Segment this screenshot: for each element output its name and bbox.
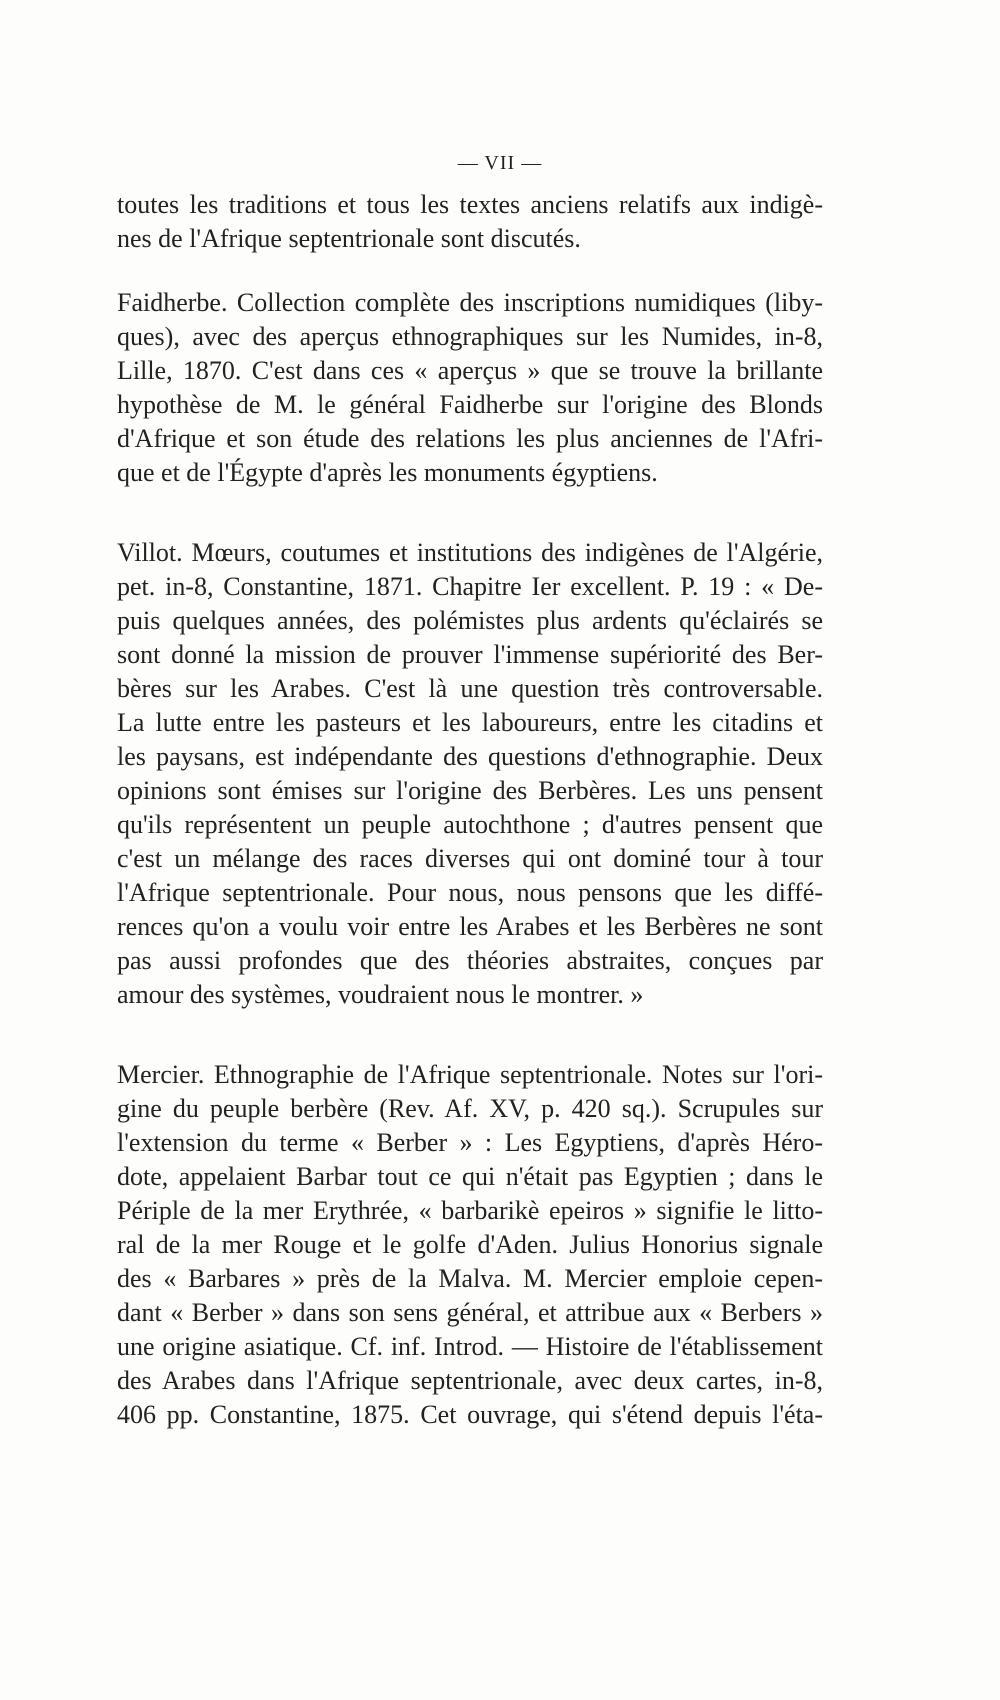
text-line: Périple de la mer Erythrée, « barbarikè epeiros » signifie le litto- xyxy=(117,1196,823,1225)
paragraph-villot xyxy=(117,536,823,1012)
text-line: opinions sont émises sur l'origine des Berbères. Les uns pensent xyxy=(117,776,823,805)
text-line: l'extension du terme « Berber » : Les Egyptiens, d'après Héro- xyxy=(117,1128,823,1157)
text-line: toutes les traditions et tous les textes anciens relatifs aux indigè- xyxy=(117,190,823,219)
text-line: des « Barbares » près de la Malva. M. Mercier emploie cepen- xyxy=(117,1264,823,1293)
text-line: hypothèse de M. le général Faidherbe sur l'origine des Blonds xyxy=(117,390,823,419)
text-line: qu'ils représentent un peuple autochthone ; d'autres pensent que xyxy=(117,810,823,839)
page-number: — VII — xyxy=(457,152,543,174)
text-line: nes de l'Afrique septentrionale sont discutés. xyxy=(117,224,581,253)
text-line: bères sur les Arabes. C'est là une question très controversable. xyxy=(117,674,823,703)
text-line: des Arabes dans l'Afrique septentrionale, avec deux cartes, in-8, xyxy=(117,1366,823,1395)
text-line: que et de l'Égypte d'après les monuments égyptiens. xyxy=(117,458,658,487)
text-line: Faidherbe. Collection complète des inscriptions numidiques (liby- xyxy=(117,288,823,317)
text-line: d'Afrique et son étude des relations les plus anciennes de l'Afri- xyxy=(117,424,823,453)
text-line: pet. in-8, Constantine, 1871. Chapitre Ier excellent. P. 19 : « De- xyxy=(117,572,823,601)
text-line: pas aussi profondes que des théories abstraites, conçues par xyxy=(117,946,823,975)
text-line: ral de la mer Rouge et le golfe d'Aden. Julius Honorius signale xyxy=(117,1230,823,1259)
text-line: une origine asiatique. Cf. inf. Introd. — Histoire de l'établissement xyxy=(117,1332,823,1361)
text-line: c'est un mélange des races diverses qui ont dominé tour à tour xyxy=(117,844,823,873)
text-line: dant « Berber » dans son sens général, et attribue aux « Berbers » xyxy=(117,1298,823,1327)
text-line: La lutte entre les pasteurs et les laboureurs, entre les citadins et xyxy=(117,708,823,737)
paragraph-faidherbe xyxy=(117,286,823,490)
text-line: amour des systèmes, voudraient nous le montrer. » xyxy=(117,980,644,1009)
text-line: ques), avec des aperçus ethnographiques sur les Numides, in-8, xyxy=(117,322,823,351)
text-line: Lille, 1870. C'est dans ces « aperçus » que se trouve la brillante xyxy=(117,356,823,385)
paragraph-mercier xyxy=(117,1058,823,1432)
text-line: les paysans, est indépendante des questions d'ethnographie. Deux xyxy=(117,742,823,771)
text-line: puis quelques années, des polémistes plus ardents qu'éclairés se xyxy=(117,606,823,635)
text-line: l'Afrique septentrionale. Pour nous, nous pensons que les diffé- xyxy=(117,878,823,907)
paragraph-intro xyxy=(117,188,823,256)
text-line: rences qu'on a voulu voir entre les Arabes et les Berbères ne sont xyxy=(117,912,823,941)
text-line: dote, appelaient Barbar tout ce qui n'était pas Egyptien ; dans le xyxy=(117,1162,823,1191)
text-line: gine du peuple berbère (Rev. Af. XV, p. 420 sq.). Scrupules sur xyxy=(117,1094,823,1123)
text-line: sont donné la mission de prouver l'immense supériorité des Ber- xyxy=(117,640,823,669)
text-line: Villot. Mœurs, coutumes et institutions des indigènes de l'Algérie, xyxy=(117,538,823,567)
text-line: 406 pp. Constantine, 1875. Cet ouvrage, qui s'étend depuis l'éta- xyxy=(117,1400,823,1429)
text-line: Mercier. Ethnographie de l'Afrique septentrionale. Notes sur l'ori- xyxy=(117,1060,823,1089)
